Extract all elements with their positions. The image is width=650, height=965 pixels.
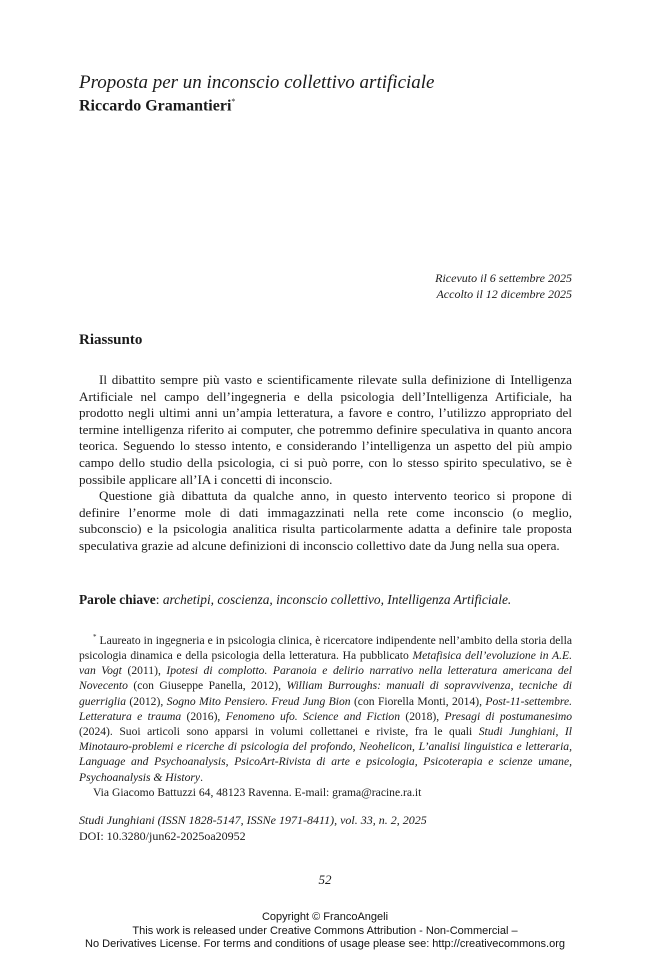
- publication-title: Fenomeno ufo. Science and Fiction: [225, 709, 401, 723]
- bio-text: Laureato in ingegneria e in psicologia clinica, è ricercatore indipendente nell’ambito della storia della psicologia dinamica e della psicologia della letteratura. Ha pubblicato: [79, 633, 572, 663]
- publication-title: Sogno Mito Pensiero. Freud Jung Bion: [166, 694, 351, 708]
- bio-text: (2018),: [400, 709, 445, 723]
- bio-text: .: [200, 770, 203, 784]
- keywords-terms: archetipi, coscienza, inconscio collettivo, Intelligenza Artificiale.: [162, 592, 512, 607]
- author-footnote-mark[interactable]: *: [231, 97, 236, 106]
- publication-title: Ipotesi di complotto. Paranoia e delirio narrativo nella letteratura americana del Novecento: [79, 664, 573, 693]
- page-number: 52: [318, 872, 332, 887]
- author-address: Via Giacomo Battuzzi 64, 48123 Ravenna. E-mail: grama@racine.ra.it: [93, 785, 422, 799]
- publication-title: Post-11-settembre. Letteratura e trauma: [79, 694, 573, 723]
- abstract-heading: Riassunto: [79, 332, 143, 348]
- article-title: Proposta per un inconscio collettivo artificiale: [79, 72, 435, 93]
- received-date: Ricevuto il 6 settembre 2025: [435, 271, 572, 285]
- author-name: [79, 97, 235, 115]
- copyright-line: Copyright © FrancoAngeli: [261, 911, 389, 923]
- abstract-paragraph: Il dibattito sempre più vasto e scientificamente rilevate sulla definizione di Intelligenza Artificiale nel campo dell’ingegneria e della psicologia dell’Intelligenza Artificiale, ha prodotto negli ultimi anni un’ampia letteratura, a favore e contro, l’utilizzo appropriato del termine intelligenza riferito ai computer, che potremmo definire speculativa in quanto ancora teorica. Seguendo lo stesso intento, e considerando l’intelligenza un aspetto del più ampio campo dello studio della psicologia, ci si può porre, con lo stesso spirito speculativo, se è possibile applicare all’IA i concetti di inconscio.: [79, 372, 572, 487]
- publication-title: Metafisica dell’evoluzione in A.E. van Vogt: [79, 649, 572, 678]
- bio-text: (2011),: [121, 664, 167, 678]
- license-line[interactable]: No Derivatives License. For terms and conditions of usage please see: http://creativecommons.org: [85, 938, 565, 950]
- bio-text: (2024). Suoi articoli sono apparsi in volumi collettanei e riviste, fra le quali: [79, 725, 479, 739]
- keywords-label: Parole chiave: [79, 592, 156, 607]
- bio-text: (2012),: [126, 694, 167, 708]
- doi[interactable]: DOI: 10.3280/jun62-2025oa20952: [79, 829, 246, 843]
- license-line: This work is released under Creative Commons Attribution - Non-Commercial –: [132, 924, 518, 937]
- submission-dates: [435, 270, 572, 302]
- keywords: [79, 592, 572, 608]
- bio-text: (con Giuseppe Panella, 2012),: [127, 679, 287, 693]
- author-bio: [79, 630, 572, 785]
- keywords-separator: :: [155, 592, 163, 607]
- publication-title: William Burroughs: manuali di sopravvivenza, tecniche di guerriglia: [79, 679, 572, 708]
- journal-info: [79, 812, 427, 844]
- abstract-paragraph: Questione già dibattuta da qualche anno, in questo intervento teorico si propone di definire l’enorme mole di dati immagazzinati nella rete come inconscio (o meglio, subconscio) e la psicologia analitica risulta particolarmente adatta a definire tale proposta speculativa grazie ad alcune definizioni di inconscio collettivo date da Jung nella sua opera.: [79, 488, 572, 553]
- accepted-date: Accolto il 12 dicembre 2025: [436, 287, 572, 301]
- footnote-mark: *: [93, 633, 97, 641]
- author-footnote: [79, 630, 572, 800]
- journal-citation: Studi Junghiani (ISSN 1828-5147, ISSNe 1971-8411), vol. 33, n. 2, 2025: [79, 813, 427, 827]
- publication-title: Presagi di postumanesimo: [444, 709, 573, 723]
- bio-text: (con Fiorella Monti, 2014),: [350, 694, 486, 708]
- journal-list: Studi Junghiani, Il Minotauro-problemi e ricerche di psicologia del profondo, Neohelicon, L’analisi linguistica e letteraria, Language and Psychoanalysis, PsicoArt-Rivista di arte e psicologia, Psicoterapia e scienze umane, Psychoanalysis & History: [79, 725, 572, 784]
- license-footer: [0, 911, 650, 952]
- bio-text: (2016),: [181, 709, 226, 723]
- author-name-text: Riccardo Gramantieri: [79, 97, 232, 115]
- abstract-body: [79, 372, 572, 555]
